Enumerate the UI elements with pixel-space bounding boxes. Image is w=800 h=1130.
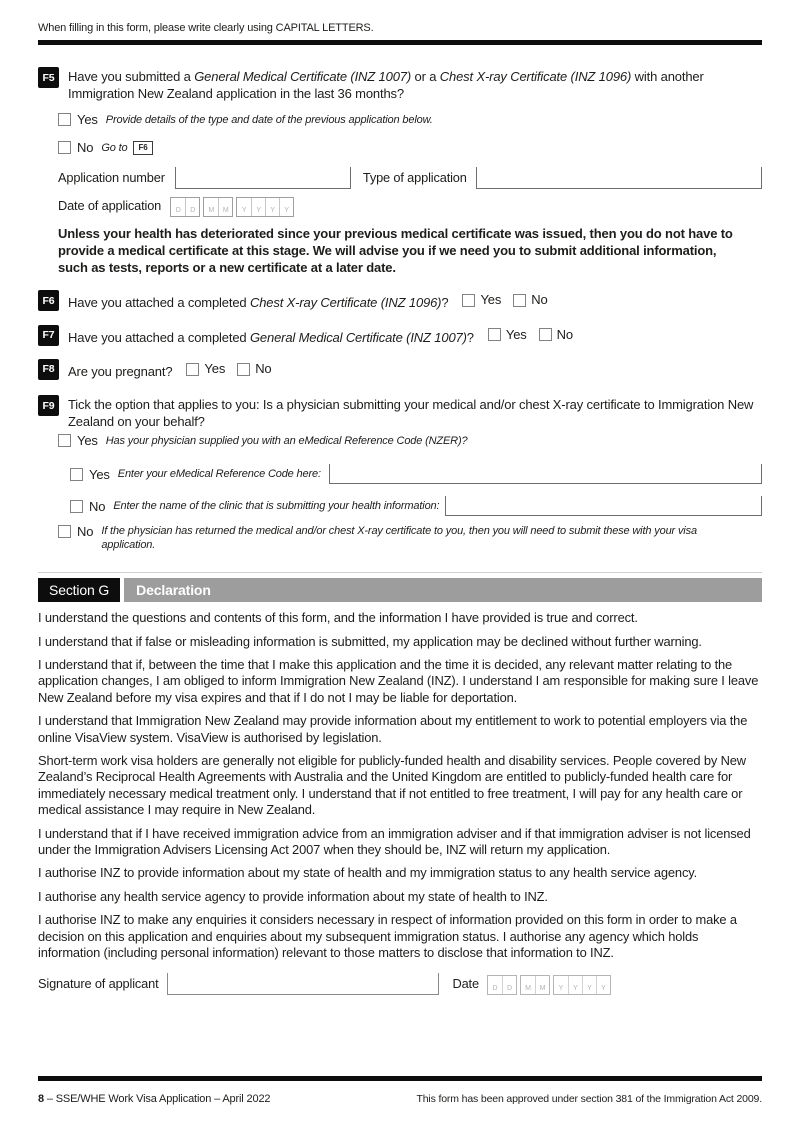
date-of-application-label: Date of application (58, 198, 162, 213)
f9-sub-no-label: No (89, 498, 106, 514)
signature-date-input[interactable] (487, 975, 611, 995)
f9-sub-no-option (70, 496, 762, 516)
f6-yes-label: Yes (480, 292, 502, 308)
application-number-label: Application number (58, 170, 165, 185)
type-of-application-input[interactable] (476, 167, 762, 189)
f6-no-option (513, 292, 547, 309)
declaration-paragraph: I understand that if, between the time that I make this application and the time it is decided, any relevant matter relating to the application changes, I am obliged to inform Immigration New Zealand (INZ). I understand I am responsible for making sure I leave New Zealand before my visa expires and that if I do not I may be liable for deportation. (38, 656, 759, 705)
signature-date-label: Date (452, 976, 479, 992)
f9-no-option (58, 524, 762, 552)
signature-label: Signature of applicant (38, 976, 159, 992)
question-badge-f9: F9 (38, 395, 59, 416)
f5-no-option (58, 140, 762, 155)
type-of-application-label: Type of application (362, 170, 467, 185)
declaration-paragraph: I understand the questions and contents of this form, and the information I have provided is true and correct. (38, 610, 638, 626)
top-instruction: When filling in this form, please write clearly using CAPITAL LETTERS. (38, 22, 374, 34)
f6-reference-box: F6 (133, 141, 152, 155)
f7-no-option (539, 327, 573, 344)
declaration-paragraph: I authorise any health service agency to provide information about my state of health to INZ. (38, 888, 548, 904)
f5-no-hint: Go to (101, 141, 128, 154)
date-year-group: Y Y Y Y (553, 975, 611, 995)
question-text-f5: Have you submitted a General Medical Certificate (INZ 1007) or a Chest X-ray Certificate (INZ 1096) with another Immigration New Zealand application in the last 36 months? (68, 69, 704, 101)
f7-no-label: No (556, 326, 573, 342)
f9-no-hint: If the physician has returned the medical and/or chest X-ray certificate to you, then you will need to submit these with your visa application. (101, 525, 697, 552)
f6-yes-option (462, 292, 501, 309)
question-badge-f6: F6 (38, 290, 59, 311)
section-g-title: Declaration (124, 578, 762, 602)
date-month-group: M M (203, 197, 233, 217)
footer-page-info: 8 – SSE/WHE Work Visa Application – April 2022 (38, 1093, 271, 1105)
declaration-paragraph: Short-term work visa holders are generally not eligible for publicly-funded health and disability services. People covered by New Zealand’s Reciprocal Health Agreements with Australia and the United Kingdom are entitled to publicly-funded health care for immediately necessary medical treatment only. I understand that if not entitled to free treatment, I will pay for any health care or medical assistance I may require in New Zealand. (38, 752, 746, 818)
f9-yes-label: Yes (77, 433, 98, 449)
question-f6 (38, 290, 762, 311)
f6-yes-checkbox[interactable] (462, 294, 475, 307)
question-f9 (38, 395, 762, 552)
f5-yes-option (58, 112, 762, 127)
question-badge-f7: F7 (38, 325, 59, 346)
f8-no-checkbox[interactable] (237, 363, 250, 376)
date-year-group: Y Y Y Y (236, 197, 294, 217)
f5-date-field (58, 197, 762, 217)
question-f5 (38, 67, 762, 276)
top-rule (38, 40, 762, 45)
question-text-f9: Tick the option that applies to you: Is a physician submitting your medical and/or chest X-ray certificate to Immigration New Zealand on your behalf? (68, 397, 754, 429)
f9-sub-no-hint: Enter the name of the clinic that is submitting your health information: (113, 500, 440, 513)
question-badge-f8: F8 (38, 359, 59, 380)
f8-yes-option (186, 361, 225, 378)
question-text-f7: Have you attached a completed General Medical Certificate (INZ 1007)? Yes No (68, 326, 573, 345)
f8-no-option (237, 361, 271, 378)
section-g-badge: Section G (38, 578, 120, 602)
emedical-reference-code-input[interactable] (329, 464, 762, 484)
declaration-paragraph: I understand that Immigration New Zealand may provide information about my entitlement to work to potential employers via the online VisaView system. VisaView is authorised by legislation. (38, 713, 748, 745)
footer-page-number: 8 (38, 1093, 44, 1105)
f7-yes-label: Yes (505, 326, 527, 342)
date-day-group: D D (487, 975, 517, 995)
f8-yes-label: Yes (204, 360, 226, 376)
f9-no-checkbox[interactable] (58, 525, 71, 538)
section-g-header (38, 578, 762, 602)
declaration-paragraph: I understand that if false or misleading information is submitted, my application may be declined without further warning. (38, 633, 702, 649)
date-of-application-input[interactable] (170, 197, 294, 217)
f8-no-label: No (255, 360, 272, 376)
f5-yes-hint: Provide details of the type and date of the previous application below. (105, 113, 433, 126)
footer-approval-note: This form has been approved under section 381 of the Immigration Act 2009. (416, 1093, 762, 1105)
clinic-name-input[interactable] (445, 496, 762, 516)
f5-yes-label: Yes (77, 112, 98, 127)
signature-input[interactable] (167, 973, 439, 995)
question-badge-f5: F5 (38, 67, 59, 88)
f5-yes-checkbox[interactable] (58, 113, 71, 126)
declaration-paragraph: I authorise INZ to make any enquiries it considers necessary in respect of information provided on this form in order to make a decision on this application and enquiries about my subsequent immigration status. I authorise any agency which holds information (including personal information) relevant to those matters to disclose that information to INZ. (38, 912, 737, 961)
f5-no-checkbox[interactable] (58, 141, 71, 154)
footer (38, 1076, 762, 1105)
f9-no-label: No (77, 524, 94, 540)
declaration-paragraph: I understand that if I have received immigration advice from an immigration adviser and if that immigration adviser is not licensed under the Immigration Advisers Licensing Act 2007 when they should be, INZ will return my application. (38, 825, 751, 858)
f6-no-checkbox[interactable] (513, 294, 526, 307)
f9-yes-checkbox[interactable] (58, 434, 71, 447)
question-text-f6: Have you attached a completed Chest X-ray Certificate (INZ 1096)? Yes No (68, 292, 548, 311)
question-text-f8: Are you pregnant? Yes No (68, 360, 272, 379)
f7-yes-checkbox[interactable] (488, 328, 501, 341)
signature-row (38, 973, 762, 995)
declaration-paragraph: I authorise INZ to provide information about my state of health and my immigration status to any health service agency. (38, 865, 698, 881)
question-f8 (38, 359, 762, 380)
question-f7 (38, 325, 762, 346)
f5-note: Unless your health has deteriorated since your previous medical certificate was issued, then you do not have to provide a medical certificate at this stage. We will advise you if we need you to submit additional information, such as tests, reports or a new certificate at a later date. (58, 226, 733, 275)
f9-sub-yes-hint: Enter your eMedical Reference Code here: (117, 468, 321, 481)
f9-sub-yes-checkbox[interactable] (70, 468, 83, 481)
f9-sub-yes-label: Yes (89, 466, 110, 482)
declaration-text (38, 610, 762, 961)
date-month-group: M M (520, 975, 550, 995)
f8-yes-checkbox[interactable] (186, 363, 199, 376)
f5-no-label: No (77, 140, 94, 155)
section-divider (38, 572, 762, 573)
f5-application-fields (58, 167, 762, 189)
f6-no-label: No (531, 292, 548, 308)
f9-sub-yes-option (70, 464, 762, 484)
application-number-input[interactable] (175, 167, 351, 189)
f7-yes-option (488, 327, 527, 344)
f9-yes-hint: Has your physician supplied you with an eMedical Reference Code (NZER)? (105, 434, 468, 447)
footer-rule (38, 1076, 762, 1081)
date-day-group: D D (170, 197, 200, 217)
f9-sub-no-checkbox[interactable] (70, 500, 83, 513)
f9-yes-option (58, 433, 762, 448)
f7-no-checkbox[interactable] (539, 328, 552, 341)
